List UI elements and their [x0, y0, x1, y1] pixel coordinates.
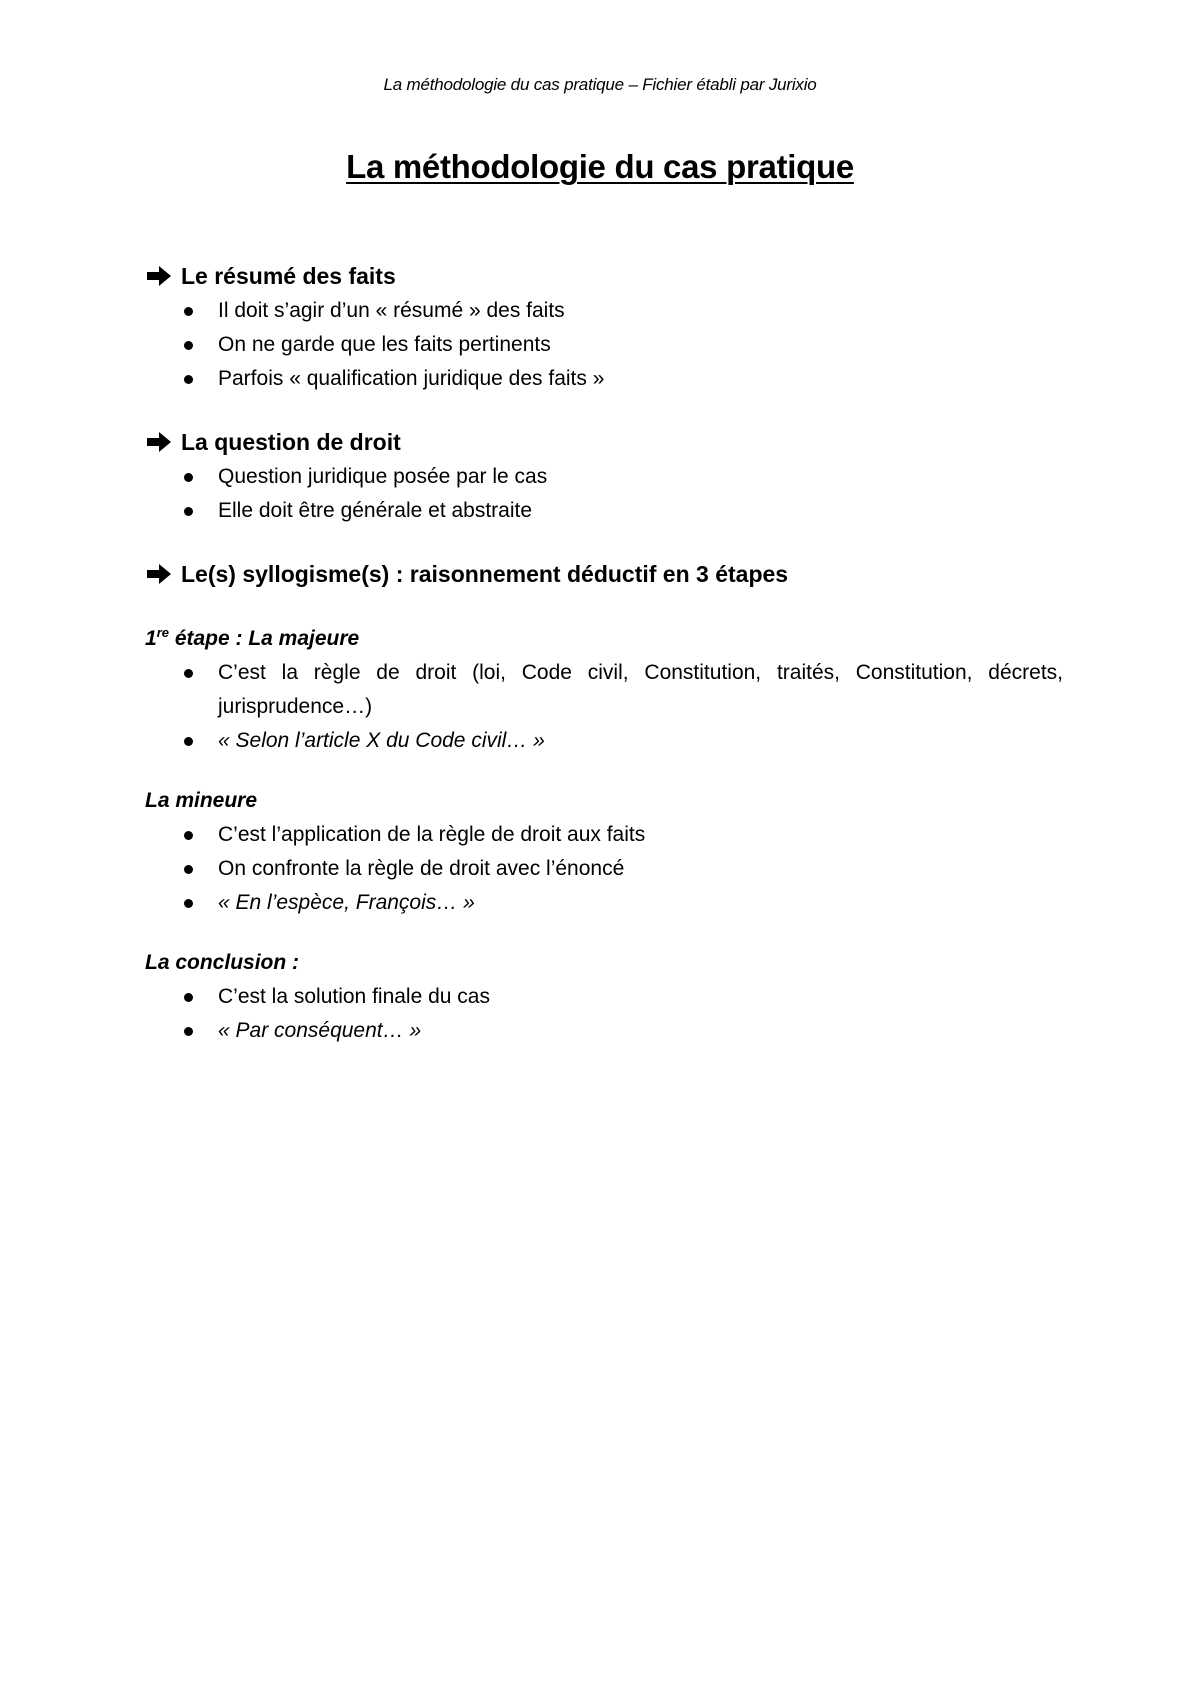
- bullet-dot-icon: [184, 375, 193, 384]
- section-heading-text: La question de droit: [181, 429, 401, 455]
- bullet-dot-icon: [184, 993, 193, 1002]
- list-item-text: Question juridique posée par le cas: [218, 465, 548, 488]
- list-item-text: C’est l’application de la règle de droit aux faits: [218, 823, 646, 846]
- bullet-dot-icon: [184, 899, 193, 908]
- list-item: [145, 1014, 1063, 1048]
- ordinal-suffix: re: [156, 625, 169, 640]
- section-heading: [145, 258, 1063, 294]
- list-item: [145, 724, 1063, 758]
- subsection-heading: La conclusion :: [145, 951, 300, 974]
- list-item: [145, 980, 1063, 1014]
- list-item-text: « Par conséquent… »: [218, 1019, 422, 1042]
- list-item: [145, 818, 1063, 852]
- document-body: [145, 258, 1063, 1074]
- list-item: [145, 294, 1063, 328]
- list-item-text: Il doit s’agir d’un « résumé » des faits: [218, 299, 565, 322]
- bullet-dot-icon: [184, 473, 193, 482]
- bullet-list: [145, 980, 1063, 1048]
- document-title: La méthodologie du cas pratique: [346, 148, 854, 185]
- list-item-text: On confronte la règle de droit avec l’énoncé: [218, 857, 625, 880]
- bullet-list: [145, 656, 1063, 758]
- list-item-text: On ne garde que les faits pertinents: [218, 333, 551, 356]
- list-item-text: C’est la solution finale du cas: [218, 985, 490, 1008]
- bullet-dot-icon: [184, 507, 193, 516]
- section-question-de-droit: [145, 424, 1063, 528]
- subsection-heading: La mineure: [145, 789, 258, 812]
- list-item-text: « En l’espèce, François… »: [218, 891, 475, 914]
- bullet-list: [145, 818, 1063, 920]
- list-item: [145, 494, 1063, 528]
- bullet-dot-icon: [184, 341, 193, 350]
- section-syllogismes: [145, 556, 1063, 592]
- section-heading-text: Le résumé des faits: [181, 263, 396, 289]
- ordinal-number: 1: [145, 627, 157, 650]
- list-item: [145, 328, 1063, 362]
- section-resume-des-faits: [145, 258, 1063, 396]
- section-heading: [145, 424, 1063, 460]
- list-item: [145, 886, 1063, 920]
- bullet-dot-icon: [184, 307, 193, 316]
- section-heading-text: Le(s) syllogisme(s) : raisonnement déductif en 3 étapes: [181, 561, 789, 587]
- subsection-majeure: [145, 622, 1063, 758]
- bullet-list: [145, 460, 1063, 528]
- subsection-conclusion: [145, 946, 1063, 1048]
- list-item-text: Elle doit être générale et abstraite: [218, 499, 533, 522]
- list-item: [145, 362, 1063, 396]
- subsection-heading: [145, 622, 1063, 656]
- list-item: [145, 656, 1063, 724]
- right-arrow-icon: [145, 265, 173, 287]
- running-header: La méthodologie du cas pratique – Fichier établi par Jurixio: [383, 75, 817, 94]
- list-item-text: « Selon l’article X du Code civil… »: [218, 729, 545, 752]
- list-item-text: Parfois « qualification juridique des faits »: [218, 367, 605, 390]
- bullet-dot-icon: [184, 669, 193, 678]
- subsection-heading-text: étape : La majeure: [168, 627, 360, 650]
- list-item: [145, 852, 1063, 886]
- list-item: [145, 460, 1063, 494]
- bullet-dot-icon: [184, 865, 193, 874]
- subsection-mineure: [145, 784, 1063, 920]
- bullet-dot-icon: [184, 737, 193, 746]
- bullet-dot-icon: [184, 831, 193, 840]
- bullet-dot-icon: [184, 1027, 193, 1036]
- section-heading: [145, 556, 1063, 592]
- list-item-text: C’est la règle de droit (loi, Code civil, Constitution, traités, Constitution, décrets, jurisprudence…): [218, 661, 1063, 718]
- right-arrow-icon: [145, 563, 173, 585]
- bullet-list: [145, 294, 1063, 396]
- right-arrow-icon: [145, 431, 173, 453]
